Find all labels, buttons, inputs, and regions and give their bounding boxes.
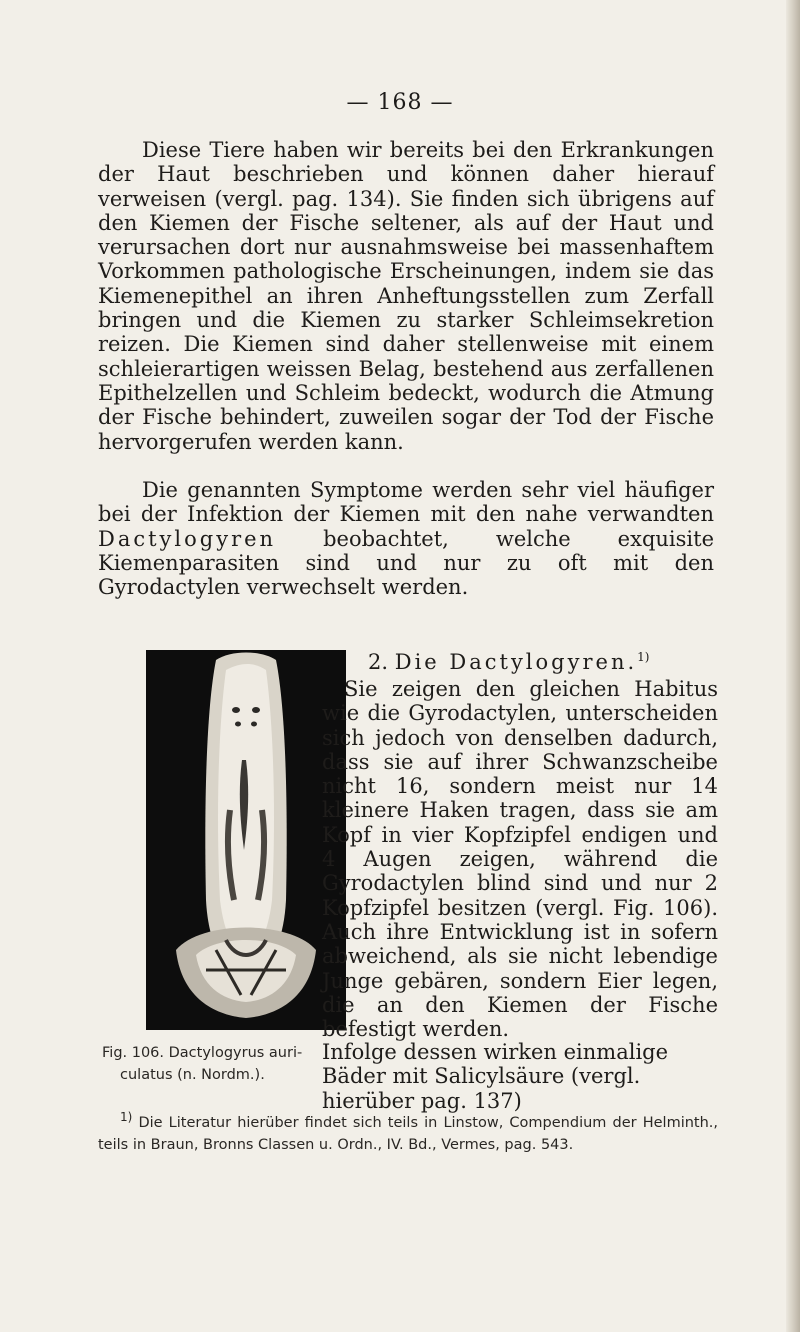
footnote-reference: 1) xyxy=(637,650,650,664)
section-title: Die Dactylogyren. xyxy=(394,650,638,674)
figure-caption-line-1: Fig. 106. Dactylogyrus auri- xyxy=(102,1045,303,1061)
paragraph-2 xyxy=(98,478,714,599)
figure-caption-line-2: culatus (n. Nordm.). xyxy=(120,1067,265,1083)
footnote xyxy=(98,1112,718,1156)
paragraph-2-text-a: Die genannten Symptome werden sehr viel häufiger bei der Infektion der Kiemen mit den nahe verwandten xyxy=(98,478,714,527)
section-body-continuation: Infolge dessen wirken einmalige Bäder mit Salicylsäure (vergl. hierüber pag. 137) xyxy=(322,1040,669,1113)
section-heading xyxy=(368,650,718,674)
paragraph-2-term: Dactylogyren xyxy=(98,526,277,551)
footnote-text: Die Literatur hierüber findet sich teils in Linstow, Compendium der Helminth., teils in Braun, Bronns Classen u. Ordn., IV. Bd., Vermes, pag. 543. xyxy=(98,1115,719,1153)
section-number: 2. xyxy=(368,650,389,674)
paragraph-2-text-b: beobachtet, welche exquisite Kiemenparasiten sind und nur zu oft mit den Gyrodactylen verwechselt werden. xyxy=(98,526,714,600)
figure-106-illustration xyxy=(146,650,346,1030)
figure-caption xyxy=(102,1042,332,1086)
dactylogyrus-drawing xyxy=(146,650,346,1030)
section-body: Sie zeigen den gleichen Habitus wie die Gyrodactylen, unterscheiden sich jedoch von denselben dadurch, dass sie auf ihrer Schwanzscheibe nicht 16, sondern meist nur 14 kleinere Haken tragen, dass sie am Kopf in vier Kopfzipfel endigen und 4 Augen zeigen, während die Gyrodactylen blind sind und nur 2 Kopfzipfel besitzen (vergl. Fig. 106). Auch ihre Entwicklung ist in sofern abweichend, als sie nicht lebendige Junge gebären, sondern Eier legen, die an den Kiemen der Fische befestigt werden. xyxy=(322,677,718,1042)
page-number: — 168 — xyxy=(346,90,454,115)
section-body-wrapper xyxy=(322,677,718,1041)
page-edge-shadow xyxy=(786,0,800,1332)
footnote-marker: 1) xyxy=(120,1110,133,1125)
paragraph-1: Diese Tiere haben wir bereits bei den Erkrankungen der Haut beschrieben und können daher hierauf verweisen (vergl. pag. 134). Sie finden sich übrigens auf den Kiemen der Fische seltener, als auf der Haut und verursachen dort nur ausnahmsweise bei massenhaftem Vorkommen pathologische Erscheinungen, indem sie das Kiemenepithel an ihren Anheftungsstellen zum Zerfall bringen und die Kiemen zu starker Schleimsekretion reizen. Die Kiemen sind daher stellenweise mit einem schleierartigen weissen Belag, bestehend aus zerfallenen Epithelzellen und Schleim bedeckt, wodurch die Atmung der Fische behindert, zuweilen sogar der Tod der Fische hervorgerufen werden kann. xyxy=(98,138,714,454)
